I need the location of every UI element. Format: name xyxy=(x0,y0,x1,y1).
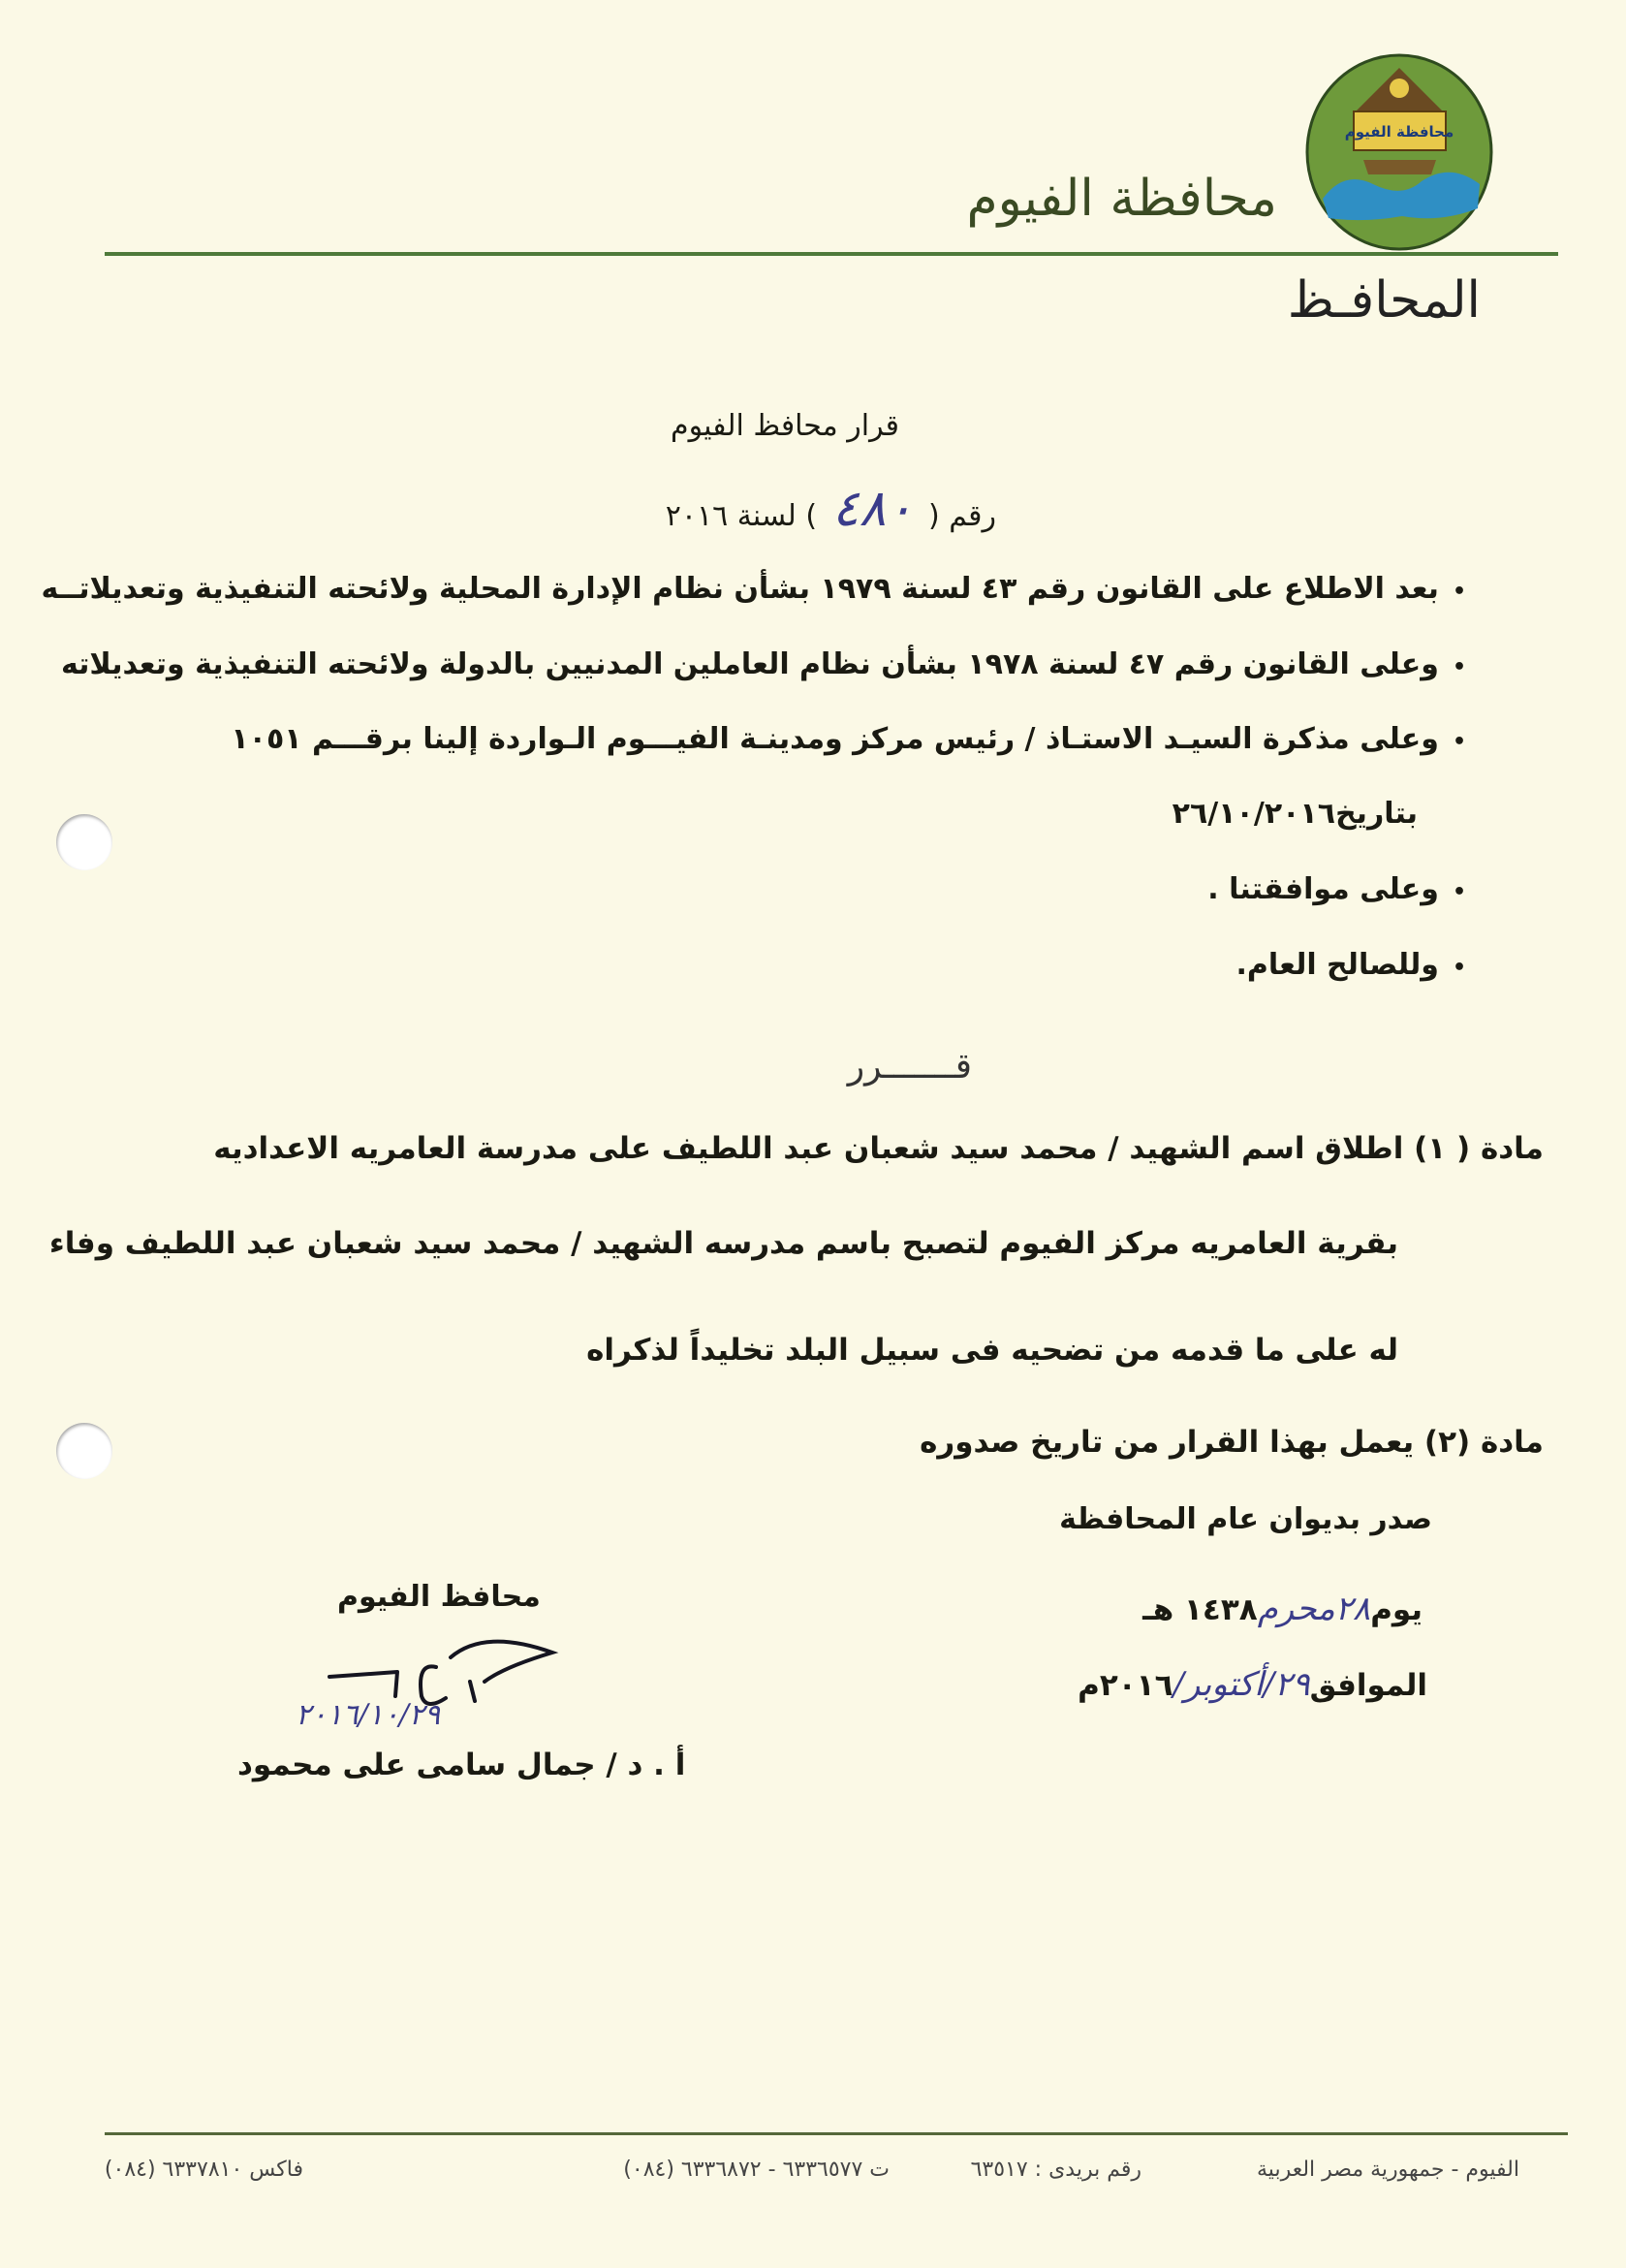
governorate-logo xyxy=(1305,53,1494,252)
recital-item xyxy=(1235,948,1466,982)
signature-date: ٢٠١٦/١٠/٢٩ xyxy=(296,1698,441,1732)
recital-text: وعلى القانون رقم ٤٧ لسنة ١٩٧٨ بشأن نظام العاملين المدنيين بالدولة ولائحته التنفيذية وتعديلاته xyxy=(60,647,1439,681)
decree-title: قرار محافظ الفيوم xyxy=(671,409,899,443)
bullet-icon: • xyxy=(1452,655,1466,679)
bullet-icon: • xyxy=(1452,730,1466,754)
article-1-line-3: له على ما قدمه من تضحيه فى سبيل البلد تخليداً لذكراه xyxy=(586,1333,1398,1368)
hijri-label: يوم xyxy=(1370,1592,1423,1627)
logo-text: محافظة الفيوم xyxy=(1344,123,1454,141)
decided-heading: قـــــــرر xyxy=(847,1047,972,1087)
decree-number-row xyxy=(666,480,996,538)
recital-item xyxy=(231,722,1466,756)
hijri-year: ١٤٣٨ هـ xyxy=(1142,1592,1258,1627)
governor-name: أ . د / جمال سامى على محمود xyxy=(237,1748,686,1782)
recital-item xyxy=(1207,872,1466,906)
footer-po-box: رقم بريدى : ٦٣٥١٧ xyxy=(970,2158,1141,2182)
hijri-handwritten-date: ٢٨محرم xyxy=(1257,1590,1371,1628)
article-1-line-1: مادة ( ١) اطلاق اسم الشهيد / محمد سيد شعبان عبد اللطيف على مدرسة العامريه الاعداديه xyxy=(213,1131,1544,1166)
punch-hole xyxy=(56,814,112,870)
bullet-icon: • xyxy=(1452,880,1466,904)
footer-phone: ت ٦٣٣٦٥٧٧ - ٦٣٣٦٨٧٢ (٠٨٤) xyxy=(623,2158,890,2182)
recital-text: وللصالح العام. xyxy=(1235,948,1439,982)
article-2: مادة (٢) يعمل بهذا القرار من تاريخ صدوره xyxy=(920,1425,1544,1460)
issued-at: صدر بديوان عام المحافظة xyxy=(1059,1502,1432,1536)
decree-number-suffix: ) لسنة ٢٠١٦ xyxy=(665,499,818,533)
bullet-icon: • xyxy=(1452,956,1466,980)
footer-address: الفيوم - جمهورية مصر العربية xyxy=(1257,2158,1519,2182)
hijri-date-row xyxy=(1142,1590,1423,1628)
article-1-line-2: بقرية العامريه مركز الفيوم لتصبح باسم مدرسه الشهيد / محمد سيد شعبان عبد اللطيف وفاء xyxy=(48,1226,1398,1261)
gregorian-handwritten-date: ٢٩/أكتوبر/ xyxy=(1173,1665,1310,1704)
header-rule xyxy=(105,252,1558,256)
office-title: المحافـظ xyxy=(1287,271,1481,330)
recital-item xyxy=(61,647,1466,681)
punch-hole xyxy=(56,1423,112,1479)
bullet-icon: • xyxy=(1452,580,1466,604)
recital-item xyxy=(42,572,1467,606)
governorate-name: محافظة الفيوم xyxy=(966,170,1277,228)
signatory-title: محافظ الفيوم xyxy=(337,1580,541,1614)
gregorian-date-row xyxy=(1078,1665,1427,1704)
recital-text: بعد الاطلاع على القانون رقم ٤٣ لسنة ١٩٧٩ بشأن نظام الإدارة المحلية ولائحته التنفيذية وتعديلاتــه xyxy=(41,572,1439,606)
footer-rule xyxy=(105,2132,1568,2135)
gregorian-label: الموافق xyxy=(1309,1668,1427,1703)
recital-continuation: بتاريخ٢٦/١٠/٢٠١٦ xyxy=(1172,797,1418,831)
recital-text: وعلى موافقتنا . xyxy=(1207,872,1439,906)
decree-number-prefix: رقم ( xyxy=(927,499,996,533)
recital-text: وعلى مذكرة السيـد الاستـاذ / رئيس مركز ومدينـة الفيـــوم الـواردة إلينا برقـــم ١٠٥١ xyxy=(231,722,1439,756)
gregorian-year: ٢٠١٦م xyxy=(1078,1668,1173,1703)
decree-number: ٤٨٠ xyxy=(831,480,914,538)
footer-fax: فاكس ٦٣٣٧٨١٠ (٠٨٤) xyxy=(104,2158,303,2182)
